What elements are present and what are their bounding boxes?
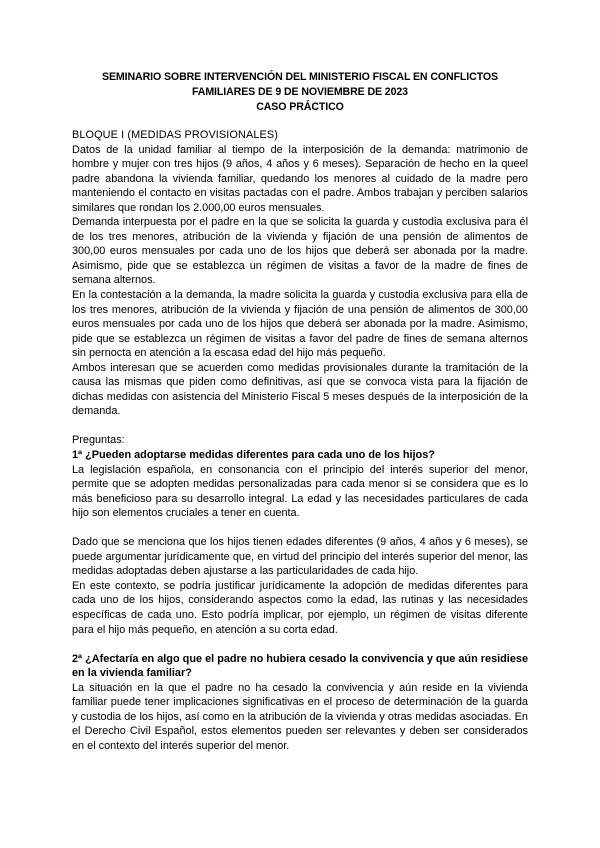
title-line-2: FAMILIARES DE 9 DE NOVIEMBRE DE 2023	[192, 86, 408, 98]
paragraph-father-claim: Demanda interpuesta por el padre en la que se solicita la guarda y custodia exclusiva para él de los tres menores, atribución de la vivienda y fijación de una pensión de alimentos de 300,00 euros mensuales por cada uno de los hijos que deberá ser abonada por la madre. Asimismo, pide que se establezca un régimen de visitas a favor de la madre de fines de semana alternos.	[72, 216, 528, 287]
spacer	[72, 521, 528, 536]
paragraph-family-data: Datos de la unidad familiar al tiempo de la interposición de la demanda: matrimonio de hombre y mujer con tres hijos (9 años, 4 años y 6 meses). Separación de hecho en la queel padre abandona la vivienda familiar, quedando los menores al cuidado de la madre pero manteniendo el contacto en visitas pactadas con el padre. Ambos trabajan y perciben salarios similares que rondan los 2.000,00 euros mensuales.	[72, 143, 528, 214]
answer-1-paragraph-3: En este contexto, se podría justificar jurídicamente la adopción de medidas diferentes para cada uno de los hijos, considerando aspectos como la edad, las rutinas y las necesidades específicas de cada uno. Esto podría implicar, por ejemplo, un régimen de visitas diferente para el hijo más pequeño, en atención a su corta edad.	[72, 579, 528, 636]
paragraph-provisional-measures: Ambos interesan que se acuerden como medidas provisionales durante la tramitación de la causa las mismas que piden como definitivas, así que se convoca vista para la fijación de dichas medidas con asistencia del Ministerio Fiscal 5 meses después de la interposición de la demanda.	[72, 361, 528, 418]
answer-1-paragraph-1: La legislación española, en consonancia con el principio del interés superior del menor, permite que se adopten medidas personalizadas para cada menor si se considera que es lo más beneficioso para su desarrollo integral. La edad y las necesidades particulares de cada hijo son elementos cruciales a tener en cuenta.	[72, 463, 528, 520]
paragraph-mother-answer: En la contestación a la demanda, la madre solicita la guarda y custodia exclusiva para ella de los tres menores, atribución de la vivienda y fijación de una pensión de alimentos de 300,00 euros mensuales por cada uno de los hijos que deberá ser abonada por la madre. Asimismo, pide que se establezca un régimen de visitas a favor del padre de fines de semana alternos sin pernocta en atención a la escasa edad del hijo más pequeño.	[72, 289, 528, 360]
document-body	[72, 128, 528, 753]
question-2: 2ª ¿Afectaría en algo que el padre no hubiera cesado la convivencia y que aún residiese en la vivienda familiar?	[72, 652, 528, 680]
question-1: 1ª ¿Pueden adoptarse medidas diferentes para cada uno de los hijos?	[72, 448, 435, 461]
block-label: BLOQUE I (MEDIDAS PROVISIONALES)	[72, 129, 278, 141]
answer-1-paragraph-2: Dado que se menciona que los hijos tienen edades diferentes (9 años, 4 años y 6 meses), se puede argumentar jurídicamente que, en virtud del principio del interés superior del menor, las medidas adoptadas deben ajustarse a las particularidades de cada hijo.	[72, 536, 528, 578]
spacer	[72, 637, 528, 652]
questions-label: Preguntas:	[72, 434, 125, 447]
title-line-3: CASO PRÁCTICO	[256, 101, 344, 113]
spacer	[72, 419, 528, 434]
answer-2-paragraph-1: La situación en la que el padre no ha cesado la convivencia y aún reside en la vivienda familiar puede tener implicaciones significativas en el proceso de determinación de la guarda y custodia de los hijos, así como en la atribución de la vivienda y otras medidas asociadas. En el Derecho Civil Español, estos elementos pueden ser relevantes y deben ser considerados en el contexto del interés superior del menor.	[72, 681, 528, 752]
document-title	[60, 70, 540, 115]
title-line-1: SEMINARIO SOBRE INTERVENCIÓN DEL MINISTERIO FISCAL EN CONFLICTOS	[101, 71, 498, 83]
